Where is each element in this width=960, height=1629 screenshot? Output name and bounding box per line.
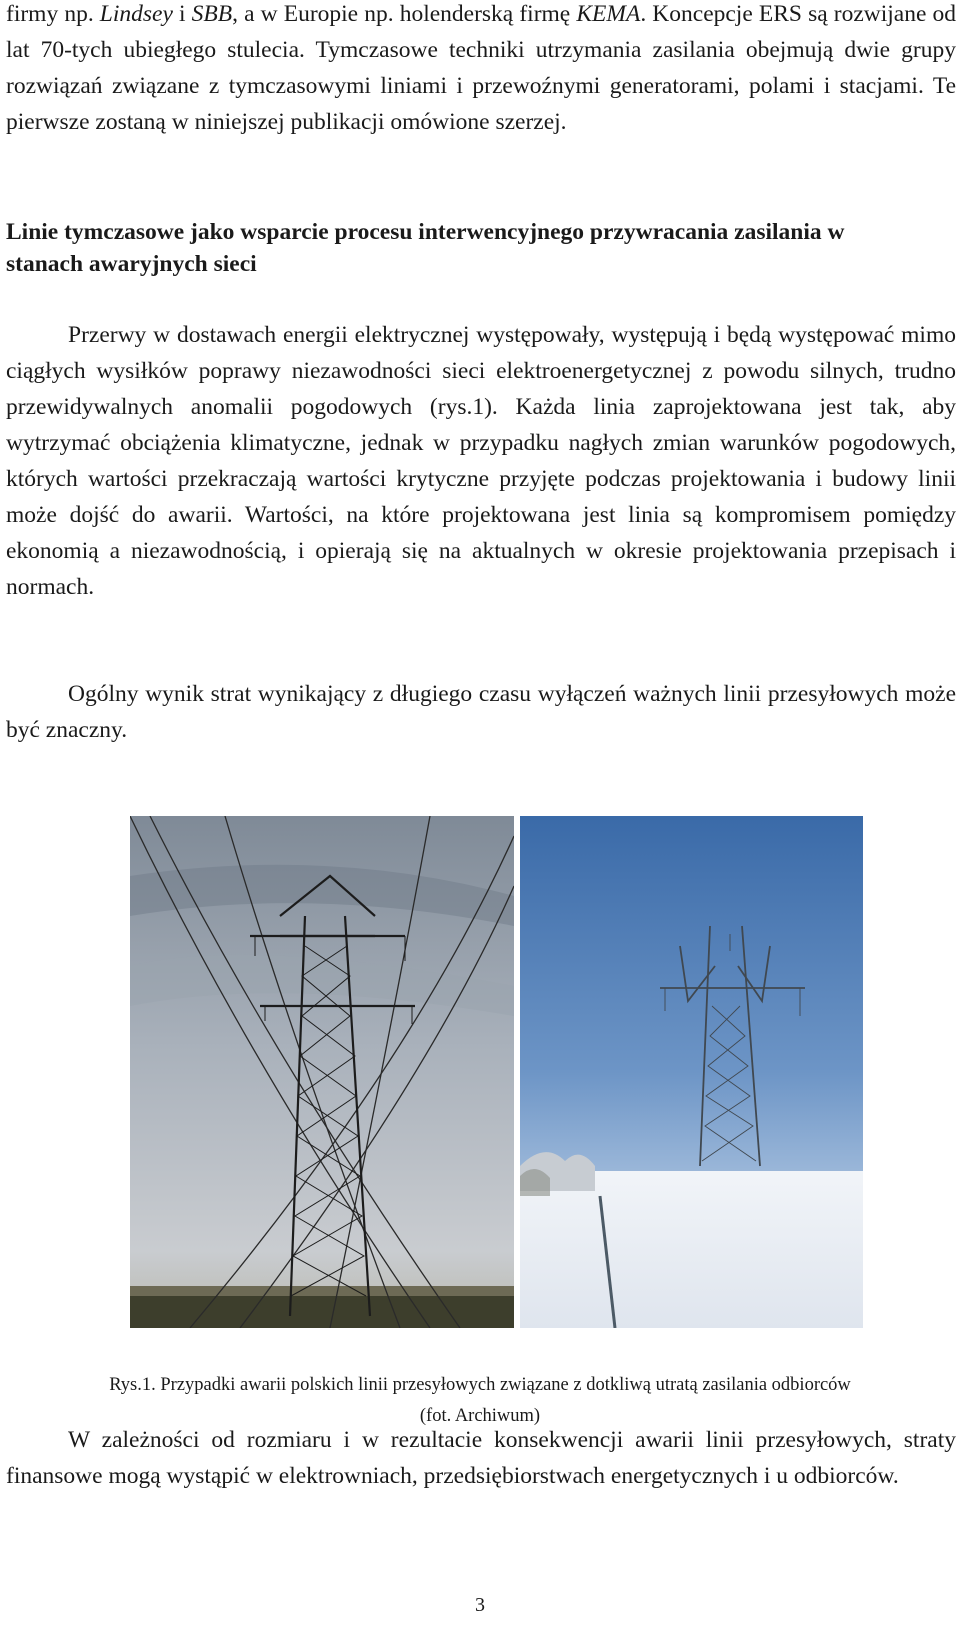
- intro-text: i: [172, 1, 192, 27]
- body-paragraph-3: W zależności od rozmiaru i w rezultacie konsekwencji awarii linii przesyłowych, straty finansowe mogą wystąpić w elektrowniach, przedsiębiorstwach energetycznych i u odbiorców.: [6, 1427, 956, 1489]
- caption-line-1: Rys.1. Przypadki awarii polskich linii przesyłowych związane z dotkliwą utratą zasilania odbiorców: [109, 1375, 851, 1395]
- caption-line-2: (fot. Archiwum): [419, 1406, 541, 1426]
- body-paragraph-1: Przerwy w dostawach energii elektrycznej występowały, występują i będą występować mimo ciągłych wysiłków poprawy niezawodności sieci elektroenergetycznej z powodu silnych, trudno przewidywalnych anomalii pogodowych (rys.1). Każda linia zaprojektowana jest tak, aby wytrzymać obciążenia klimatyczne, jednak w przypadku nagłych zmian warunków pogodowych, których wartości przekraczają wartości krytyczne przyjęte podczas projektowania i budowy linii może dojść do awarii. Wartości, na które projektowana jest linia są kompromisem pomiędzy ekonomią a niezawodnością, i opierają się na aktualnych w okresie projektowania przepisach i normach.: [6, 322, 956, 600]
- intro-paragraph: [6, 0, 956, 140]
- company-name: SBB: [191, 1, 233, 27]
- intro-text: firmy np.: [6, 1, 100, 27]
- page-number: 3: [475, 1594, 485, 1616]
- company-name: Lindsey: [99, 1, 173, 27]
- body-paragraph-2: Ogólny wynik strat wynikający z długiego czasu wyłączeń ważnych linii przesyłowych może być znaczny.: [6, 681, 956, 743]
- figure-1: [130, 816, 863, 1328]
- photo-pylon-grey-sky: [130, 816, 514, 1328]
- intro-text: , a w Europie np. holenderską firmę: [232, 1, 577, 27]
- company-name: KEMA: [576, 1, 641, 27]
- section-heading: Linie tymczasowe jako wsparcie procesu interwencyjnego przywracania zasilania w stanach awaryjnych sieci: [6, 219, 845, 277]
- photo-pylon-snowy-field: [520, 816, 863, 1328]
- intro-text: . Koncepcje ERS są rozwijane od lat 70-tych ubiegłego stulecia. Tymczasowe techniki utrzymania zasilania obejmują dwie grupy rozwiązań związane z tymczasowymi liniami i przewoźnymi generatorami, polami i stacjami. Te pierwsze zostaną w niniejszej publikacji omówione szerzej.: [6, 1, 957, 135]
